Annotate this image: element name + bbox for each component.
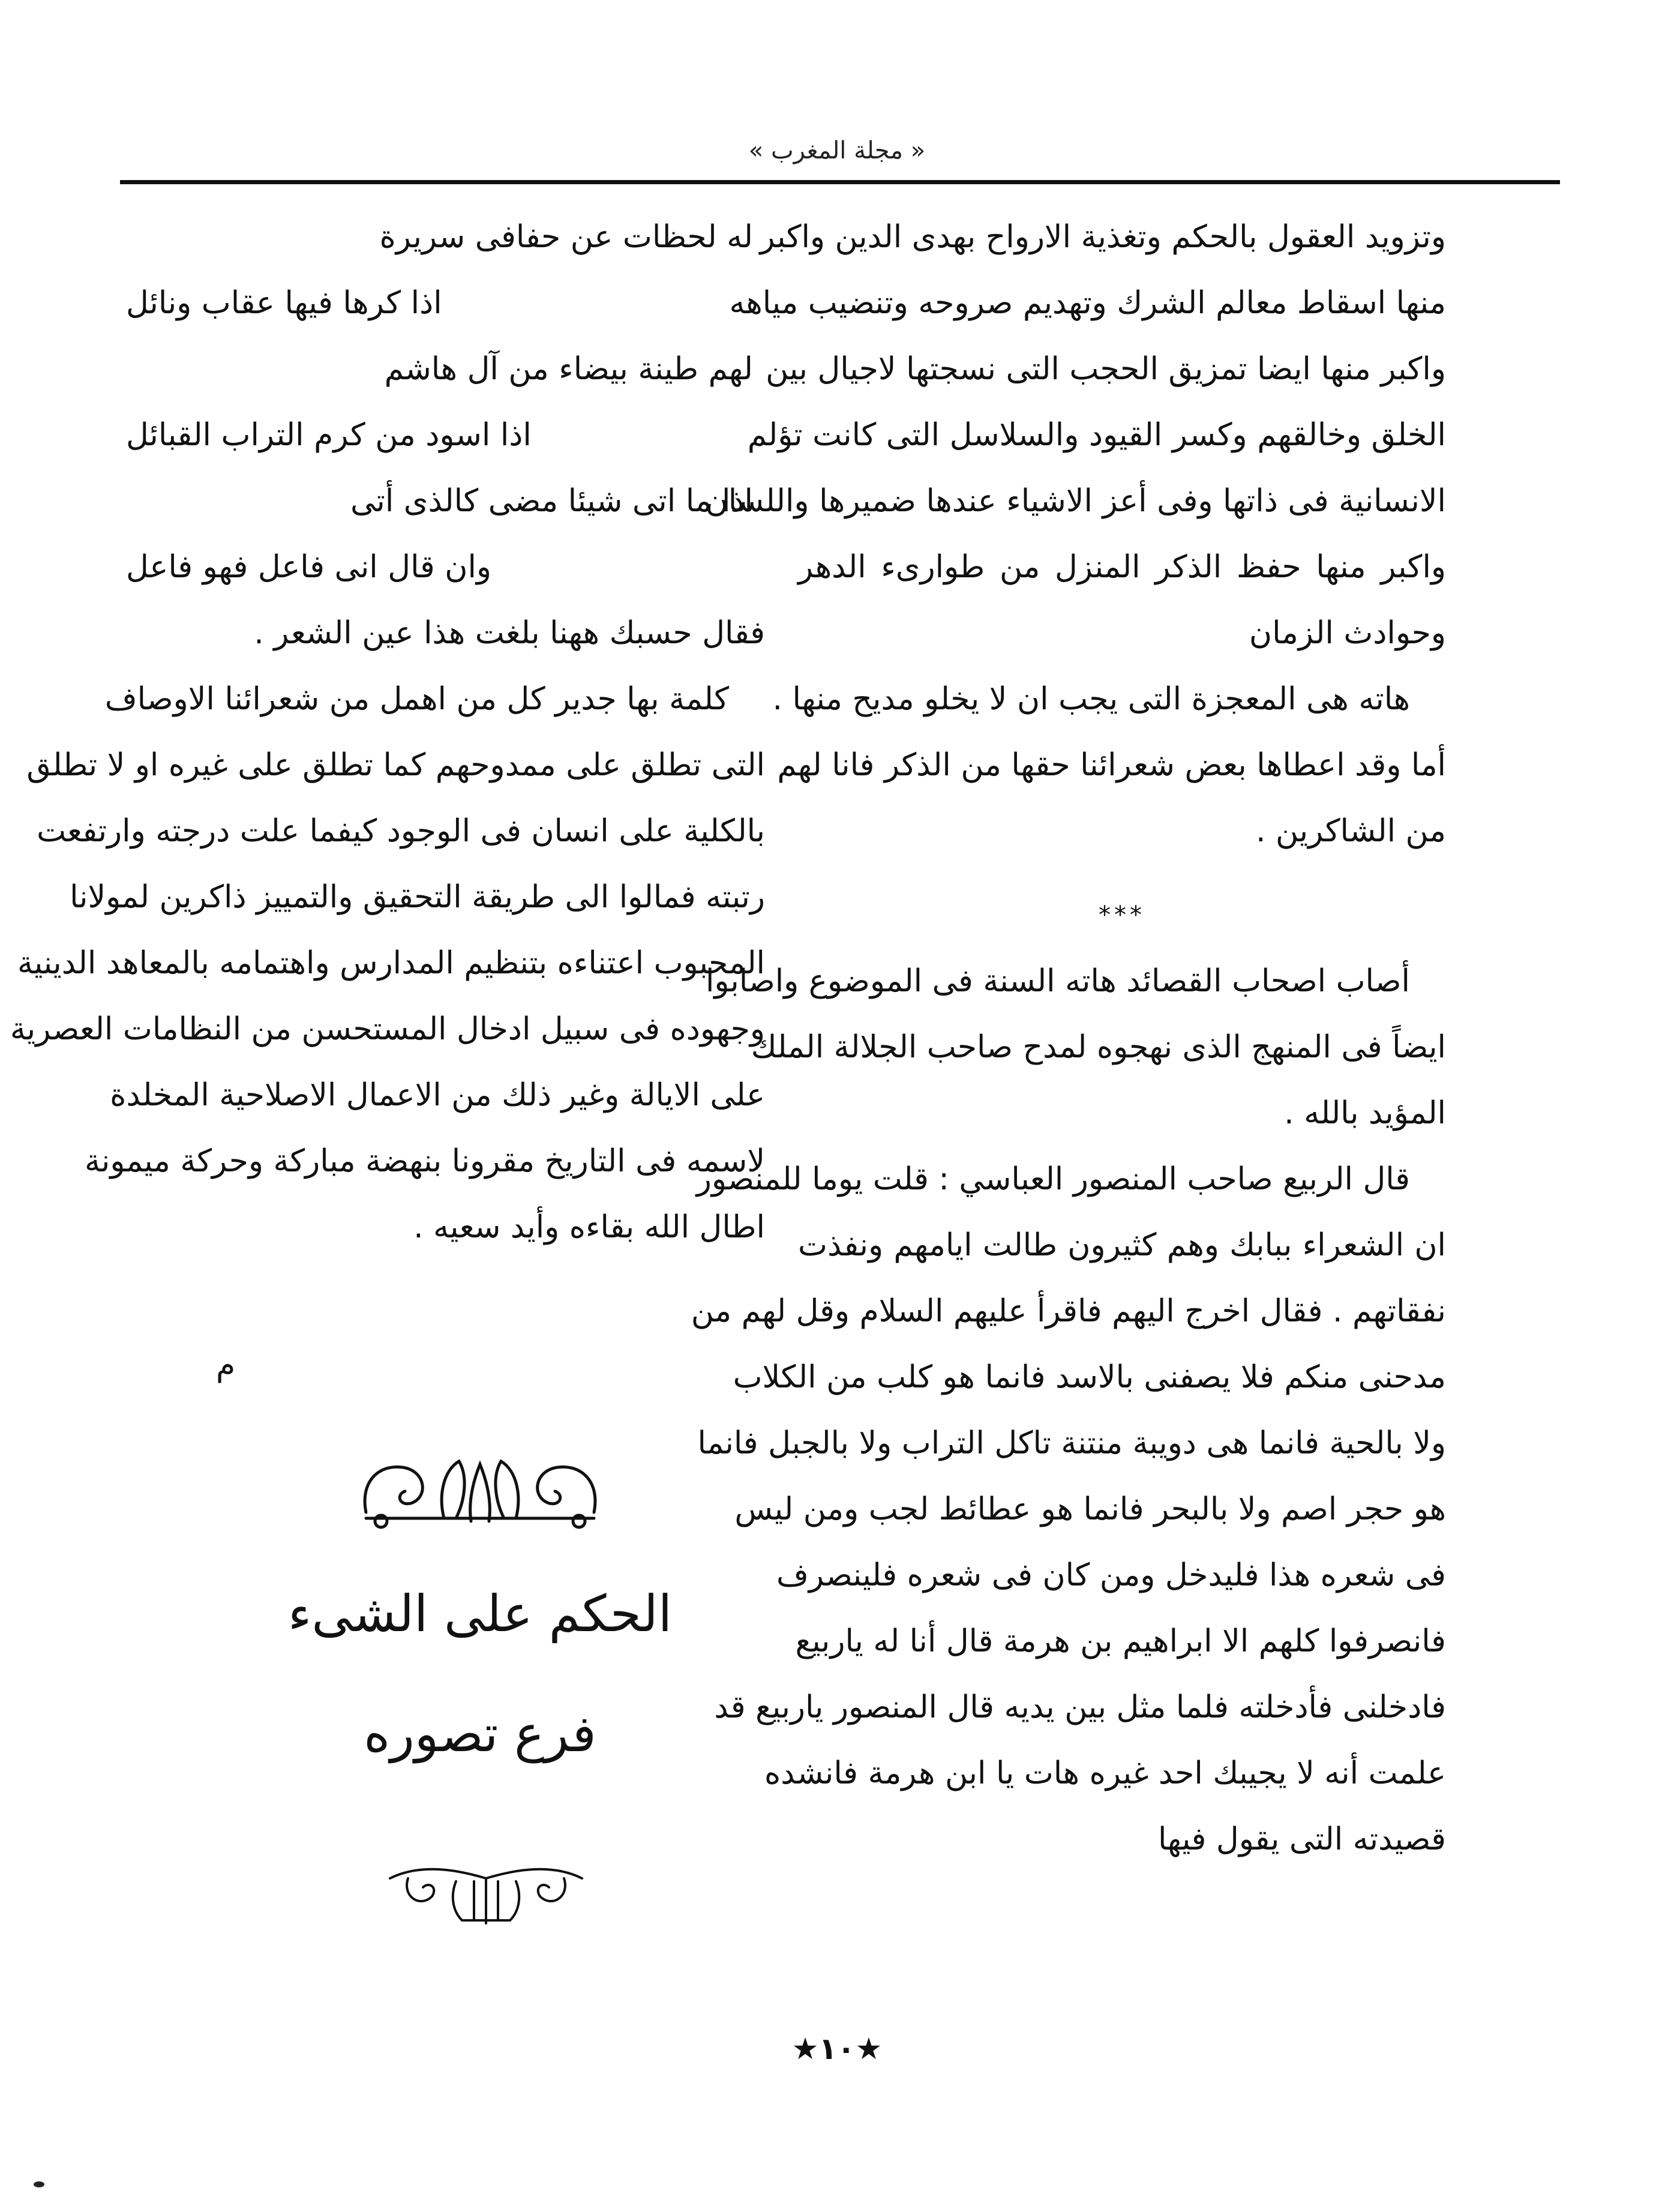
journal-header-title: « مجلة المغرب » [748,137,926,164]
text-line: الخلق وخالقهم وكسر القيود والسلاسل التى كانت تؤلم [747,417,1446,453]
text-line: وجهوده فى سبيل ادخال المستحسن من النظامات العصرية [10,1011,765,1047]
text-line: فانصرفوا كلهم الا ابراهيم بن هرمة قال أنا له ياربيع [795,1623,1446,1659]
text-line: مدحنى منكم فلا يصفنى بالاسد فانما هو كلب من الكلاب [733,1359,1446,1395]
text-line: ان الشعراء ببابك وهم كثيرون طالت ايامهم ونفذت [798,1227,1446,1263]
ornament-flourish-icon [384,1860,588,1926]
scan-mark [34,2181,44,2187]
text-line: هاته هى المعجزة التى يجب ان لا يخلو مديح منها . [772,681,1410,717]
text-line: رتبته فمالوا الى طريقة التحقيق والتمييز ذاكرين لمولانا [70,879,765,915]
ornament-scroll-icon [354,1446,606,1530]
text-line: وتزويد العقول بالحكم وتغذية الارواح بهدى الدين واكبر [760,219,1446,255]
section-separator: *** [1099,901,1145,929]
text-line: ولا بالحية فانما هى دويبة منتنة تاكل التراب ولا بالجبل فانما [697,1425,1446,1461]
page-number: ★١٠★ [791,2031,883,2066]
text-line: الانسانية فى ذاتها وفى أعز الاشياء عندها ضميرها واللسان [705,483,1446,519]
text-line: من الشاكرين . [1255,813,1446,849]
text-line: التى تطلق على ممدوحهم كما تطلق على غيره او لا تطلق [26,747,765,783]
right-column [691,204,1446,1872]
poem-hemistich: لهم طينة بيضاء من آل هاشم [384,351,753,387]
text-line: فادخلنى فأدخلته فلما مثل بين يديه قال المنصور ياربيع قد [714,1689,1446,1725]
text-line: واكبر منها ايضا تمزيق الحجب التى نسجتها لاجيال بين [766,351,1446,387]
text-line: نفقاتهم . فقال اخرج اليهم فاقرأ عليهم السلام وقل لهم من [691,1293,1446,1329]
text-line: أما وقد اعطاها بعض شعرائنا حقها من الذكر فانا لهم [777,747,1446,783]
text-line: علمت أنه لا يجيبك احد غيره هات يا ابن هرمة فانشده [764,1755,1446,1791]
text-line: على الايالة وغير ذلك من الاعمال الاصلاحية المخلدة [110,1077,765,1113]
text-line: اطال الله بقاءه وأيد سعيه . [413,1209,765,1245]
poem-hemistich: اذا ما اتى شيئا مضى كالذى أتى [350,483,753,519]
section-title: الحكم على الشىء [287,1584,673,1643]
author-signature: م [216,1347,236,1383]
text-line: قصيدته التى يقول فيها [1158,1821,1446,1857]
text-line: هو حجر اصم ولا بالبحر فانما هو عطائط لجب ومن ليس [734,1491,1446,1527]
text-line: فى شعره هذا فليدخل ومن كان فى شعره فلينصرف [776,1557,1446,1593]
text-line: أصاب اصحاب القصائد هاته السنة فى الموضوع واصابوا [705,963,1410,999]
text-line: فقال حسبك ههنا بلغت هذا عين الشعر . [254,615,765,651]
section-subtitle: فرع تصوره [364,1704,596,1763]
text-line: المحبوب اعتناءه بتنظيم المدارس واهتمامه بالمعاهد الدينية [17,945,765,981]
text-line: كلمة بها جدير كل من اهمل من شعرائنا الاوصاف [104,681,729,717]
text-line: ايضاً فى المنهج الذى نهجوه لمدح صاحب الجلالة الملك [751,1029,1446,1065]
text-line: منها اسقاط معالم الشرك وتهديم صروحه وتنضيب مياهه [729,285,1446,321]
left-column [10,204,765,1260]
poem-hemistich: وان قال انى فاعل فهو فاعل [126,549,492,585]
text-line: لاسمه فى التاريخ مقرونا بنهضة مباركة وحركة ميمونة [85,1143,765,1179]
text-line: المؤيد بالله . [1284,1095,1446,1131]
text-line: بالكلية على انسان فى الوجود كيفما علت درجته وارتفعت [37,813,765,849]
poem-hemistich: اذا اسود من كرم التراب القبائل [126,417,532,453]
text-line: وحوادث الزمان [1249,615,1446,651]
header-rule [120,180,1560,184]
text-line: واكبر منها حفظ الذكر المنزل من طوارىء الدهر [798,549,1446,585]
poem-hemistich: له لحظات عن حفافى سريرة [379,219,753,255]
poem-hemistich: اذا كرها فيها عقاب ونائل [126,285,442,321]
text-line: قال الربيع صاحب المنصور العباسي : قلت يوما للمنصور [696,1161,1410,1197]
